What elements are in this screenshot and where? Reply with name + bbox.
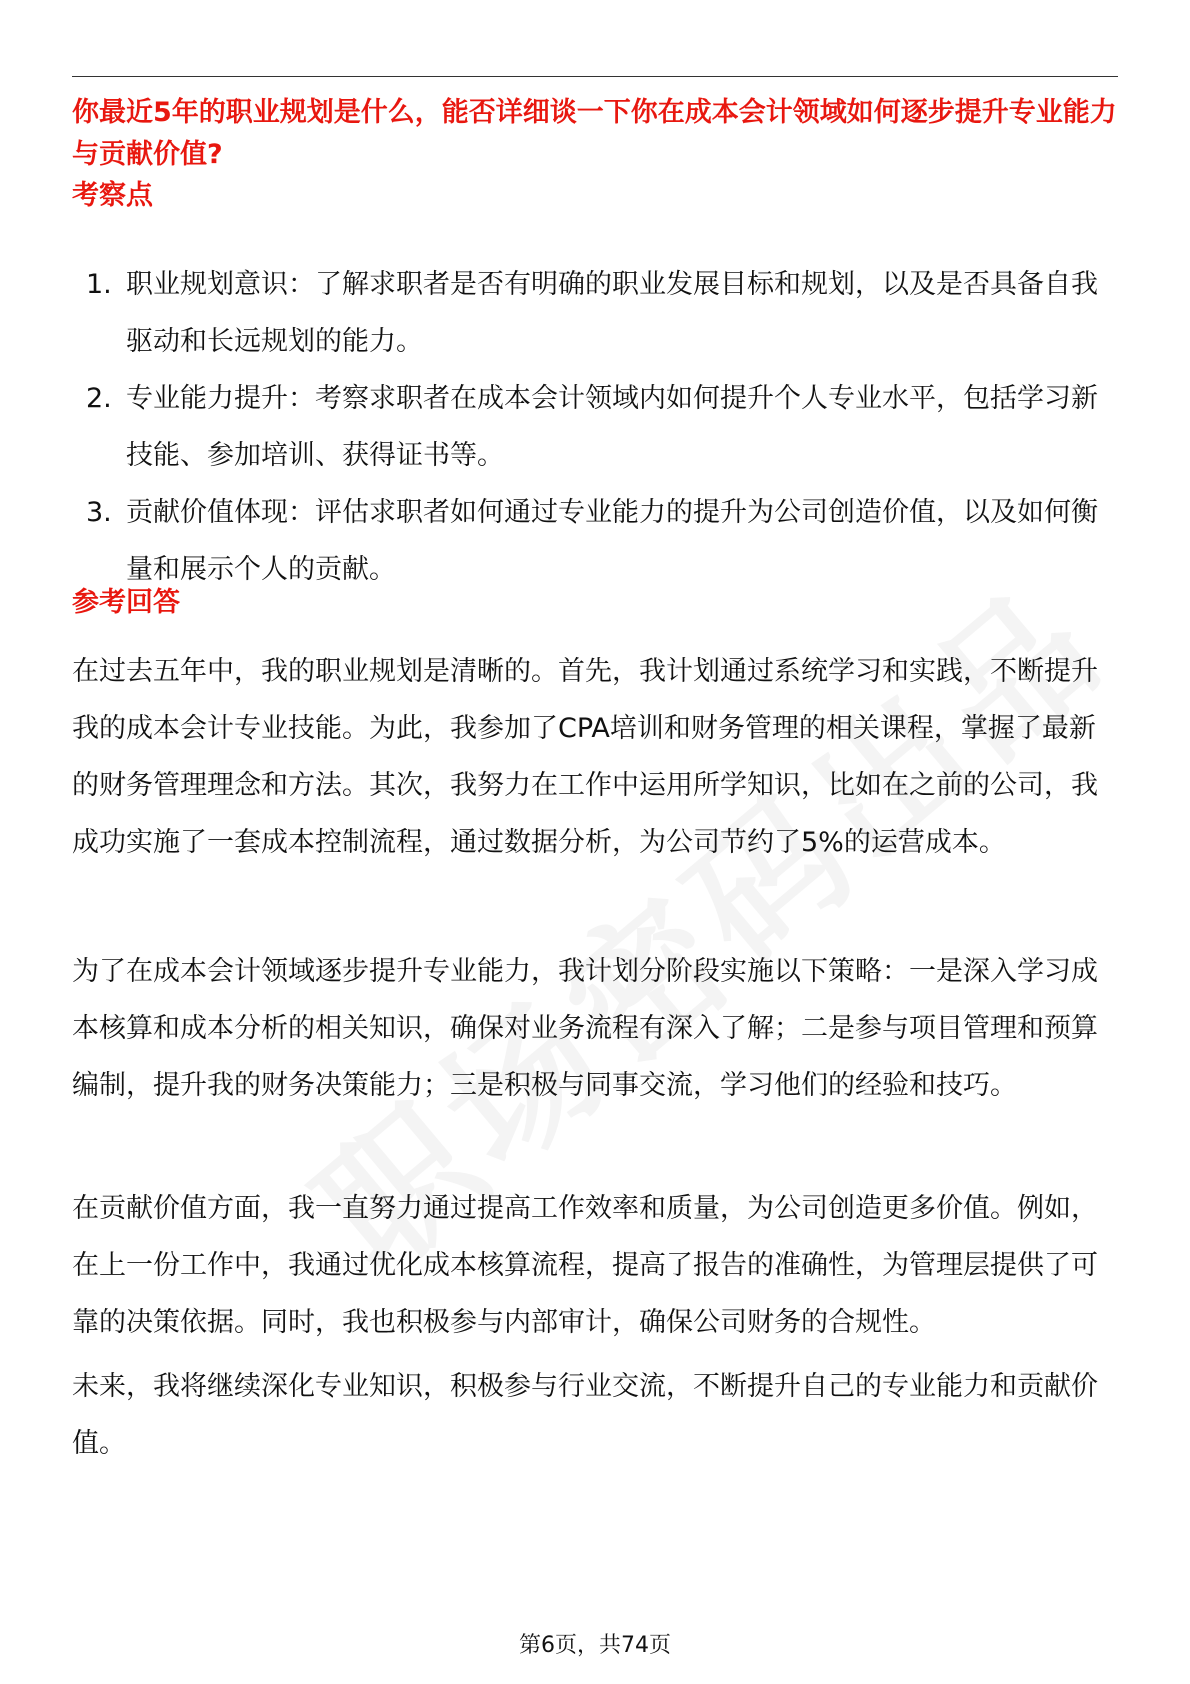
point-number: 2. [86, 383, 112, 414]
answer-paragraph: 在过去五年中，我的职业规划是清晰的。首先，我计划通过系统学习和实践，不断提升我的成本会计专业技能。为此，我参加了CPA培训和财务管理的相关课程，掌握了最新的财务管理理念和方法。其次，我努力在工作中运用所学知识，比如在之前的公司，我成功实施了一套成本控制流程，通过数据分析，为公司节约了5%的运营成本。 [72, 656, 1098, 858]
question-heading: 你最近5年的职业规划是什么，能否详细谈一下你在成本会计领域如何逐步提升专业能力与贡献价值? [72, 97, 1117, 170]
answer-section-title: 参考回答 [72, 587, 180, 618]
inspection-points-list [72, 256, 1122, 598]
inspection-section-title: 考察点 [72, 180, 153, 211]
inspection-point [72, 256, 1122, 370]
point-number: 3. [86, 497, 112, 528]
answer-paragraph: 未来，我将继续深化专业知识，积极参与行业交流，不断提升自己的专业能力和贡献价值。 [72, 1371, 1098, 1459]
point-text: 贡献价值体现：评估求职者如何通过专业能力的提升为公司创造价值，以及如何衡量和展示个人的贡献。 [126, 497, 1098, 585]
top-divider [72, 76, 1118, 77]
point-number: 1. [86, 269, 112, 300]
point-text: 专业能力提升：考察求职者在成本会计领域内如何提升个人专业水平，包括学习新技能、参加培训、获得证书等。 [126, 383, 1098, 471]
answer-paragraph: 在贡献价值方面，我一直努力通过提高工作效率和质量，为公司创造更多价值。例如，在上一份工作中，我通过优化成本核算流程，提高了报告的准确性，为管理层提供了可靠的决策依据。同时，我也积极参与内部审计，确保公司财务的合规性。 [72, 1193, 1098, 1338]
page-footer: 第6页，共74页 [519, 1633, 671, 1658]
answer-paragraph: 为了在成本会计领域逐步提升专业能力，我计划分阶段实施以下策略：一是深入学习成本核算和成本分析的相关知识，确保对业务流程有深入了解；二是参与项目管理和预算编制，提升我的财务决策能力；三是积极与同事交流，学习他们的经验和技巧。 [72, 956, 1098, 1101]
inspection-point [72, 370, 1122, 484]
point-text: 职业规划意识：了解求职者是否有明确的职业发展目标和规划，以及是否具备自我驱动和长远规划的能力。 [126, 269, 1098, 357]
inspection-point [72, 484, 1122, 598]
